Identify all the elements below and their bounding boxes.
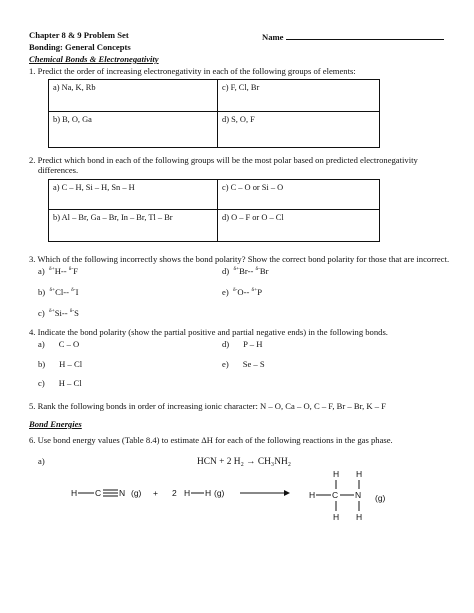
q3-b-atom1: Cl-- xyxy=(55,287,70,297)
q3-c-charge2: δ- xyxy=(69,308,75,315)
coefficient-2: 2 xyxy=(172,488,177,498)
q3-e-charge2: δ+ xyxy=(251,287,258,294)
q3-a-charge2: δ- xyxy=(68,266,74,273)
reaction-arrow-head xyxy=(284,490,290,496)
ch3nh2-gas-label: (g) xyxy=(375,493,386,503)
q3-c-atom2: S xyxy=(74,308,79,318)
question-5-prompt: 5. Rank the following bonds in order of increasing ionic character: N – O, Ca – O, C – F, Br – Br, K – F xyxy=(29,401,386,411)
q4-bond-a: C – O xyxy=(58,339,80,349)
q4-label-e: e) xyxy=(222,359,229,369)
q1-cell-a: a) Na, K, Rb xyxy=(49,80,218,112)
q4-bond-e: Se – S xyxy=(242,359,265,369)
q3-e-atom2: P xyxy=(257,287,262,297)
question-1-prompt: 1. Predict the order of increasing electronegativity in each of the following groups of elements: xyxy=(29,66,356,76)
hcn-c-atom: C xyxy=(95,488,102,498)
ch3nh2-n-atom: N xyxy=(355,490,362,500)
question-2-prompt-line1: 2. Predict which bond in each of the following groups will be the most polar based on predicted electronegativity xyxy=(29,155,418,165)
q4-label-a: a) xyxy=(38,339,45,349)
plus-sign: + xyxy=(153,488,158,498)
document-subtitle: Bonding: General Concepts xyxy=(29,42,131,52)
q3-e-charge1: δ- xyxy=(232,287,238,294)
ch3nh2-h-top-n: H xyxy=(356,469,363,479)
q2-cell-b: b) Al – Br, Ga – Br, In – Br, Tl – Br xyxy=(49,210,218,242)
h2-h-atom-2: H xyxy=(205,488,212,498)
q4-bond-d: P – H xyxy=(243,339,263,349)
ch3nh2-h-top-c: H xyxy=(333,469,340,479)
q3-a-charge1: δ+ xyxy=(48,266,55,273)
q6-reaction-equation: HCN + 2 H₂ → CH₃NH₂ xyxy=(197,457,292,467)
q3-label-b: b) xyxy=(38,287,46,297)
q3-e-atom1: O-- xyxy=(237,287,250,297)
hcn-gas-label: (g) xyxy=(131,488,142,498)
q3-b-charge1: δ+ xyxy=(49,287,56,294)
section-heading-bond-energies: Bond Energies xyxy=(29,419,82,429)
q3-d-atom2: Br xyxy=(259,266,269,276)
q3-d-charge1: δ+ xyxy=(233,266,240,273)
q3-c-atom1: Si-- xyxy=(54,308,68,318)
name-label: Name xyxy=(262,32,284,42)
hcn-h-atom: H xyxy=(71,488,78,498)
section-heading-electronegativity: Chemical Bonds & Electronegativity xyxy=(29,54,159,64)
q3-c-charge1: δ+ xyxy=(48,308,55,315)
h2-gas-label: (g) xyxy=(214,488,225,498)
h2-h-atom-1: H xyxy=(184,488,191,498)
q3-label-a: a) xyxy=(38,266,45,276)
q1-cell-d: d) S, O, F xyxy=(218,112,380,148)
q4-bond-b: H – Cl xyxy=(59,359,83,369)
q3-a-atom2: F xyxy=(73,266,78,276)
ch3nh2-h-bottom-c: H xyxy=(333,512,340,522)
document-title: Chapter 8 & 9 Problem Set xyxy=(29,30,129,40)
ch3nh2-h-left: H xyxy=(309,490,316,500)
q3-d-atom1: Br-- xyxy=(239,266,254,276)
q1-cell-c: c) F, Cl, Br xyxy=(218,80,380,112)
q1-cell-b: b) B, O, Ga xyxy=(49,112,218,148)
q6-part-a-label: a) xyxy=(38,456,45,466)
q3-b-charge2: δ- xyxy=(71,287,76,294)
q2-cell-c: c) C – O or Si – O xyxy=(218,180,380,210)
q3-d-charge2: δ- xyxy=(255,266,260,273)
q3-a-atom1: H-- xyxy=(54,266,67,276)
q3-label-d: d) xyxy=(222,266,230,276)
hcn-n-atom: N xyxy=(119,488,126,498)
ch3nh2-c-atom: C xyxy=(332,490,339,500)
q4-bond-c: H – Cl xyxy=(58,378,82,388)
q3-label-c: c) xyxy=(38,308,45,318)
question-2-prompt-line2: differences. xyxy=(38,165,79,175)
q4-label-c: c) xyxy=(38,378,45,388)
q2-cell-a: a) C – H, Si – H, Sn – H xyxy=(49,180,218,210)
question-3-prompt: 3. Which of the following incorrectly shows the bond polarity? Show the correct bond polarity for those that are incorrect. xyxy=(29,254,450,264)
question-6-prompt: 6. Use bond energy values (Table 8.4) to estimate ΔH for each of the following reactions in the gas phase. xyxy=(29,435,393,445)
ch3nh2-h-bottom-n: H xyxy=(356,512,363,522)
q2-cell-d: d) O – F or O – Cl xyxy=(218,210,380,242)
q4-label-d: d) xyxy=(222,339,230,349)
q4-label-b: b) xyxy=(38,359,46,369)
q3-label-e: e) xyxy=(222,287,229,297)
q3-b-atom2: I xyxy=(75,287,79,297)
question-4-prompt: 4. Indicate the bond polarity (show the partial positive and partial negative ends) in the following bonds. xyxy=(29,327,388,337)
